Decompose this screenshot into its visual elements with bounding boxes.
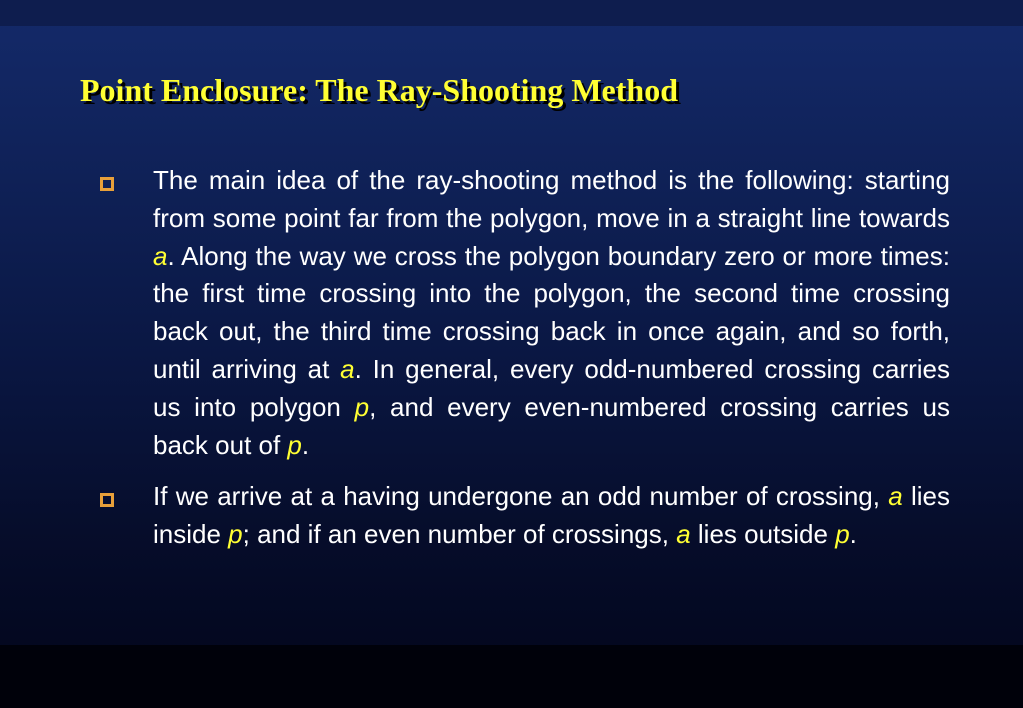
text-segment: If we arrive at a having undergone an odd number of crossing, [153,481,889,512]
text-segment: . [301,429,310,460]
text-segment: ; and if an even number of crossings, [242,519,677,550]
hollow-square-bullet-icon [100,177,114,191]
text-segment: . Along the way we cross the polygon boundary zero or more times: the first time crossing into the polygon, the second time crossing back out, the third time crossing back in once again, and so forth, until arriving at [153,240,950,384]
variable-p: p [287,429,302,460]
hollow-square-bullet-icon [100,493,114,507]
variable-a: a [340,353,355,384]
variable-p: p [354,391,370,422]
text-segment: . In general, every odd-numbered crossing carries us into polygon [153,353,950,422]
bullet-item-1 [100,162,950,464]
variable-a: a [888,481,903,512]
variable-p: p [835,519,850,550]
variable-p: p [228,519,243,550]
text-segment: lies inside [153,481,950,550]
variable-a: a [153,240,168,271]
slide-title: Point Enclosure: The Ray-Shooting Method [80,72,678,108]
text-segment: . [849,519,857,550]
text-segment: lies outside [690,519,836,550]
variable-a: a [676,519,691,550]
bullet-item-2 [100,478,950,554]
bullet-text-2 [153,478,950,554]
text-segment: , and every even-numbered crossing carries us back out of [153,391,950,460]
bottom-band [0,645,1023,708]
top-band [0,0,1023,26]
text-segment: The main idea of the ray-shooting method is the following: starting from some point far from the polygon, move in a straight line towards [153,165,950,233]
bullet-text-1 [153,162,950,464]
bullet-list [100,162,950,568]
